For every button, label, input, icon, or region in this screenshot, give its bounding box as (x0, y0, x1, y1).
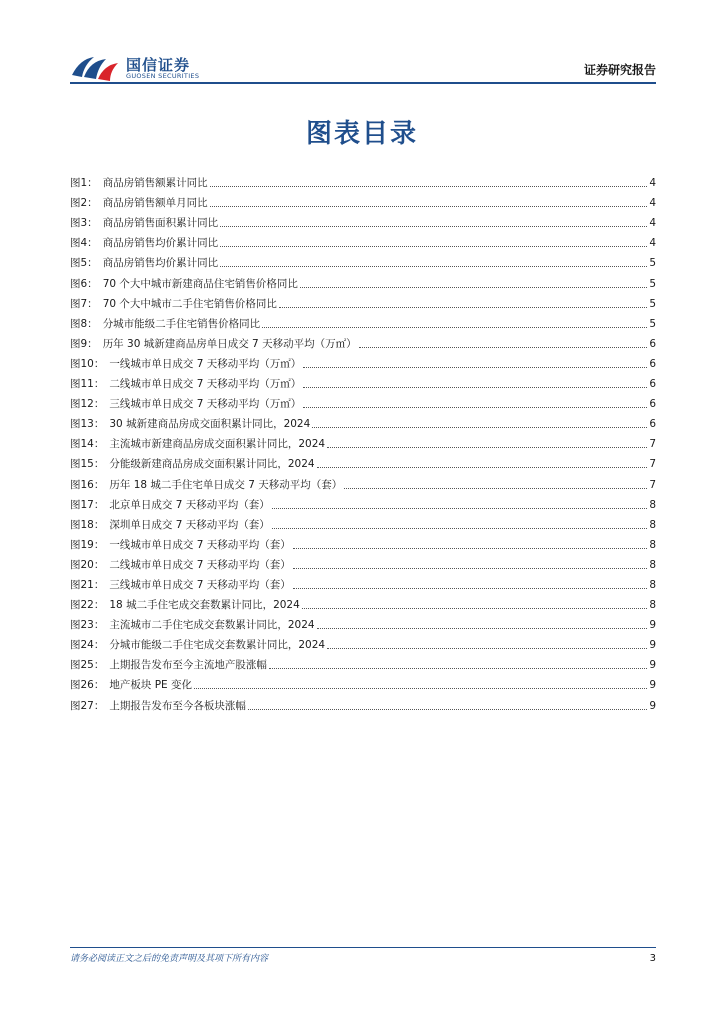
toc-dot-leader (272, 508, 648, 509)
toc-entry[interactable] (70, 250, 656, 270)
toc-entry[interactable] (70, 391, 656, 411)
toc-entry-title: 北京单日成交 7 天移动平均（套） (109, 498, 270, 511)
toc-entry-number: 图18： (70, 518, 105, 531)
toc-entry-page: 7 (649, 478, 656, 491)
toc-entry-title: 上期报告发布至今各板块涨幅 (109, 699, 246, 712)
toc-entry-number: 图17： (70, 498, 105, 511)
toc-entry-number: 图10： (70, 357, 105, 370)
toc-entry[interactable] (70, 170, 656, 190)
disclaimer-note: 请务必阅读正文之后的免责声明及其项下所有内容 (70, 954, 269, 964)
toc-entry-number: 图27： (70, 699, 105, 712)
toc-entry-number: 图23： (70, 619, 105, 632)
toc-entry-number: 图1： (70, 177, 98, 190)
toc-dot-leader (220, 266, 647, 267)
toc-entry-number: 图13： (70, 418, 105, 431)
toc-dot-leader (303, 367, 647, 368)
toc-dot-leader (302, 608, 648, 609)
toc-dot-leader (194, 688, 647, 689)
toc-dot-leader (344, 488, 647, 489)
toc-dot-leader (262, 327, 647, 328)
figure-index-list (70, 170, 656, 713)
toc-entry-title: 主流城市二手住宅成交套数累计同比，2024 (109, 619, 315, 632)
toc-entry-number: 图4： (70, 237, 98, 250)
toc-dot-leader (210, 186, 648, 187)
toc-dot-leader (272, 528, 648, 529)
toc-entry[interactable] (70, 471, 656, 491)
toc-entry-number: 图21： (70, 578, 105, 591)
toc-entry-number: 图26： (70, 679, 105, 692)
toc-entry-page: 8 (649, 578, 656, 591)
toc-dot-leader (293, 588, 648, 589)
toc-entry-page: 4 (649, 217, 656, 230)
toc-entry-title: 一线城市单日成交 7 天移动平均（万㎡） (109, 357, 302, 370)
toc-entry-title: 分城市能级二手住宅成交套数累计同比，2024 (109, 639, 326, 652)
guosen-logo-icon (70, 53, 120, 81)
toc-dot-leader (248, 709, 647, 710)
toc-entry-page: 4 (649, 197, 656, 210)
toc-entry-number: 图8： (70, 317, 98, 330)
toc-entry-number: 图12： (70, 398, 105, 411)
toc-entry-number: 图16： (70, 478, 105, 491)
toc-dot-leader (269, 668, 647, 669)
page-number: 3 (649, 953, 656, 964)
report-type-label: 证券研究报告 (583, 63, 656, 77)
toc-entry-title: 三线城市单日成交 7 天移动平均（万㎡） (109, 398, 302, 411)
toc-entry-page: 9 (649, 679, 656, 692)
toc-entry[interactable] (70, 512, 656, 532)
toc-entry-number: 图20： (70, 558, 105, 571)
toc-entry[interactable] (70, 552, 656, 572)
toc-entry-number: 图25： (70, 659, 105, 672)
toc-entry[interactable] (70, 451, 656, 471)
toc-entry-page: 7 (649, 438, 656, 451)
toc-entry-page: 9 (649, 639, 656, 652)
toc-entry[interactable] (70, 592, 656, 612)
toc-entry-page: 4 (649, 237, 656, 250)
toc-entry-page: 8 (649, 498, 656, 511)
toc-entry-title: 主流城市新建商品房成交面积累计同比，2024 (109, 438, 326, 451)
toc-entry-page: 5 (649, 257, 656, 270)
toc-entry-title: 30 城新建商品房成交面积累计同比，2024 (109, 418, 311, 431)
toc-entry[interactable] (70, 672, 656, 692)
toc-entry-number: 图19： (70, 538, 105, 551)
toc-entry-title: 商品房销售额累计同比 (102, 177, 208, 190)
toc-entry-title: 深圳单日成交 7 天移动平均（套） (109, 518, 270, 531)
toc-dot-leader (303, 387, 647, 388)
toc-entry-number: 图5： (70, 257, 98, 270)
toc-dot-leader (327, 447, 647, 448)
toc-entry-number: 图14： (70, 438, 105, 451)
toc-entry-title: 三线城市单日成交 7 天移动平均（套） (109, 578, 291, 591)
toc-dot-leader (220, 226, 647, 227)
toc-entry-title: 上期报告发布至今主流地产股涨幅 (109, 659, 267, 672)
toc-entry-page: 9 (649, 619, 656, 632)
toc-entry-page: 6 (649, 337, 656, 350)
toc-entry-number: 图22： (70, 599, 105, 612)
toc-entry-title: 历年 30 城新建商品房单日成交 7 天移动平均（万㎡） (102, 337, 357, 350)
toc-entry-number: 图24： (70, 639, 105, 652)
toc-entry-title: 二线城市单日成交 7 天移动平均（套） (109, 558, 291, 571)
toc-entry[interactable] (70, 532, 656, 552)
toc-dot-leader (279, 307, 647, 308)
toc-entry-title: 商品房销售均价累计同比 (102, 257, 219, 270)
toc-entry[interactable] (70, 270, 656, 290)
toc-entry[interactable] (70, 652, 656, 672)
toc-entry[interactable] (70, 190, 656, 210)
toc-entry-title: 商品房销售均价累计同比 (102, 237, 219, 250)
toc-entry[interactable] (70, 230, 656, 250)
toc-entry-page: 6 (649, 418, 656, 431)
toc-dot-leader (327, 648, 647, 649)
toc-dot-leader (317, 467, 648, 468)
toc-entry-page: 8 (649, 538, 656, 551)
toc-entry-page: 8 (649, 518, 656, 531)
toc-entry[interactable] (70, 291, 656, 311)
toc-entry-page: 8 (649, 599, 656, 612)
toc-entry-title: 二线城市单日成交 7 天移动平均（万㎡） (109, 378, 302, 391)
toc-dot-leader (220, 246, 647, 247)
toc-entry[interactable] (70, 612, 656, 632)
toc-entry-title: 70 个大中城市二手住宅销售价格同比 (102, 297, 277, 310)
toc-entry-page: 4 (649, 177, 656, 190)
toc-entry-number: 图7： (70, 297, 98, 310)
toc-entry[interactable] (70, 351, 656, 371)
toc-entry-number: 图2： (70, 197, 98, 210)
toc-entry-number: 图3： (70, 217, 98, 230)
toc-dot-leader (210, 206, 648, 207)
toc-entry-title: 地产板块 PE 变化 (109, 679, 193, 692)
toc-dot-leader (317, 628, 648, 629)
toc-dot-leader (300, 287, 647, 288)
toc-entry-title: 分城市能级二手住宅销售价格同比 (102, 317, 261, 330)
toc-entry[interactable] (70, 431, 656, 451)
toc-entry-number: 图11： (70, 378, 105, 391)
toc-entry-number: 图6： (70, 277, 98, 290)
header-divider (70, 82, 656, 84)
toc-entry[interactable] (70, 331, 656, 351)
guosen-logo (70, 50, 210, 82)
toc-entry-title: 18 城二手住宅成交套数累计同比，2024 (109, 599, 300, 612)
toc-entry[interactable] (70, 371, 656, 391)
toc-entry-page: 9 (649, 699, 656, 712)
toc-entry-number: 图9： (70, 337, 98, 350)
toc-entry-title: 分能级新建商品房成交面积累计同比，2024 (109, 458, 315, 471)
toc-entry-title: 70 个大中城市新建商品住宅销售价格同比 (102, 277, 298, 290)
toc-entry-title: 商品房销售额单月同比 (102, 197, 208, 210)
toc-entry-title: 历年 18 城二手住宅单日成交 7 天移动平均（套） (109, 478, 343, 491)
toc-entry-title: 一线城市单日成交 7 天移动平均（套） (109, 538, 291, 551)
toc-entry[interactable] (70, 572, 656, 592)
toc-entry[interactable] (70, 632, 656, 652)
footer-divider (70, 947, 656, 948)
toc-entry-number: 图15： (70, 458, 105, 471)
toc-entry-page: 6 (649, 398, 656, 411)
toc-dot-leader (303, 407, 647, 408)
toc-entry-page: 7 (649, 458, 656, 471)
toc-entry-page: 6 (649, 378, 656, 391)
toc-entry-title: 商品房销售面积累计同比 (102, 217, 219, 230)
toc-entry-page: 6 (649, 357, 656, 370)
page-title: 图表目录 (305, 119, 418, 149)
toc-entry[interactable] (70, 210, 656, 230)
toc-entry-page: 8 (649, 558, 656, 571)
logo-english-name: GUOSEN SECURITIES (126, 72, 200, 80)
toc-entry[interactable] (70, 311, 656, 331)
toc-entry[interactable] (70, 492, 656, 512)
toc-dot-leader (293, 568, 648, 569)
toc-dot-leader (359, 347, 648, 348)
toc-entry-page: 5 (649, 277, 656, 290)
page-header (70, 50, 656, 84)
toc-entry-page: 9 (649, 659, 656, 672)
toc-entry-page: 5 (649, 297, 656, 310)
logo-chinese-name: 国信证券 (126, 56, 191, 74)
toc-dot-leader (293, 548, 648, 549)
toc-entry-page: 5 (649, 317, 656, 330)
toc-dot-leader (312, 427, 647, 428)
toc-entry[interactable] (70, 411, 656, 431)
toc-entry[interactable] (70, 692, 656, 712)
